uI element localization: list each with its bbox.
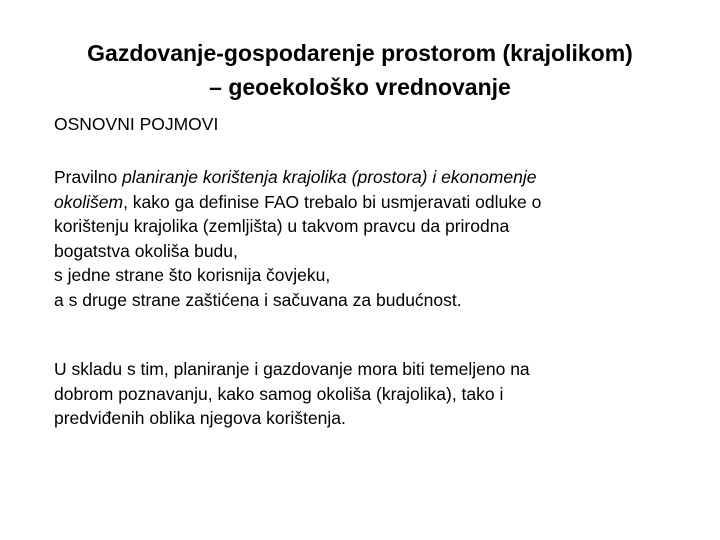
paragraph-line xyxy=(54,190,690,215)
paragraph-line: bogatstva okoliša budu, xyxy=(54,240,238,261)
text-run: , kako ga definise FAO trebalo bi usmjeravati odluke o xyxy=(123,191,542,212)
slide-title xyxy=(20,36,700,104)
slide-title-line-1: Gazdovanje-gospodarenje prostorom (krajolikom) xyxy=(87,40,633,66)
paragraph-line xyxy=(54,165,690,190)
section-heading: OSNOVNI POJMOVI xyxy=(54,114,219,134)
paragraph-line: a s druge strane zaštićena i sačuvana za budućnost. xyxy=(54,289,462,310)
paragraph-line: U skladu s tim, planiranje i gazdovanje mora biti temeljeno na xyxy=(54,359,530,379)
paragraph-line: korištenju krajolika (zemljišta) u takvom pravcu da prirodna xyxy=(54,216,510,236)
paragraph-definition xyxy=(54,165,690,312)
paragraph-line: s jedne strane što korisnija čovjeku, xyxy=(54,265,331,285)
paragraph-line: dobrom poznavanju, kako samog okoliša (krajolika), tako i xyxy=(54,383,504,404)
italic-text-run: okolišem xyxy=(54,191,124,212)
paragraph-planning xyxy=(54,357,690,431)
slide-title-line-2: – geoekološko vrednovanje xyxy=(209,74,511,100)
text-run: Pravilno xyxy=(54,167,123,187)
paragraph-line: predviđenih oblika njegova korištenja. xyxy=(54,408,346,428)
italic-text-run: planiranje korištenja krajolika (prostora) i ekonomenje xyxy=(122,167,537,187)
